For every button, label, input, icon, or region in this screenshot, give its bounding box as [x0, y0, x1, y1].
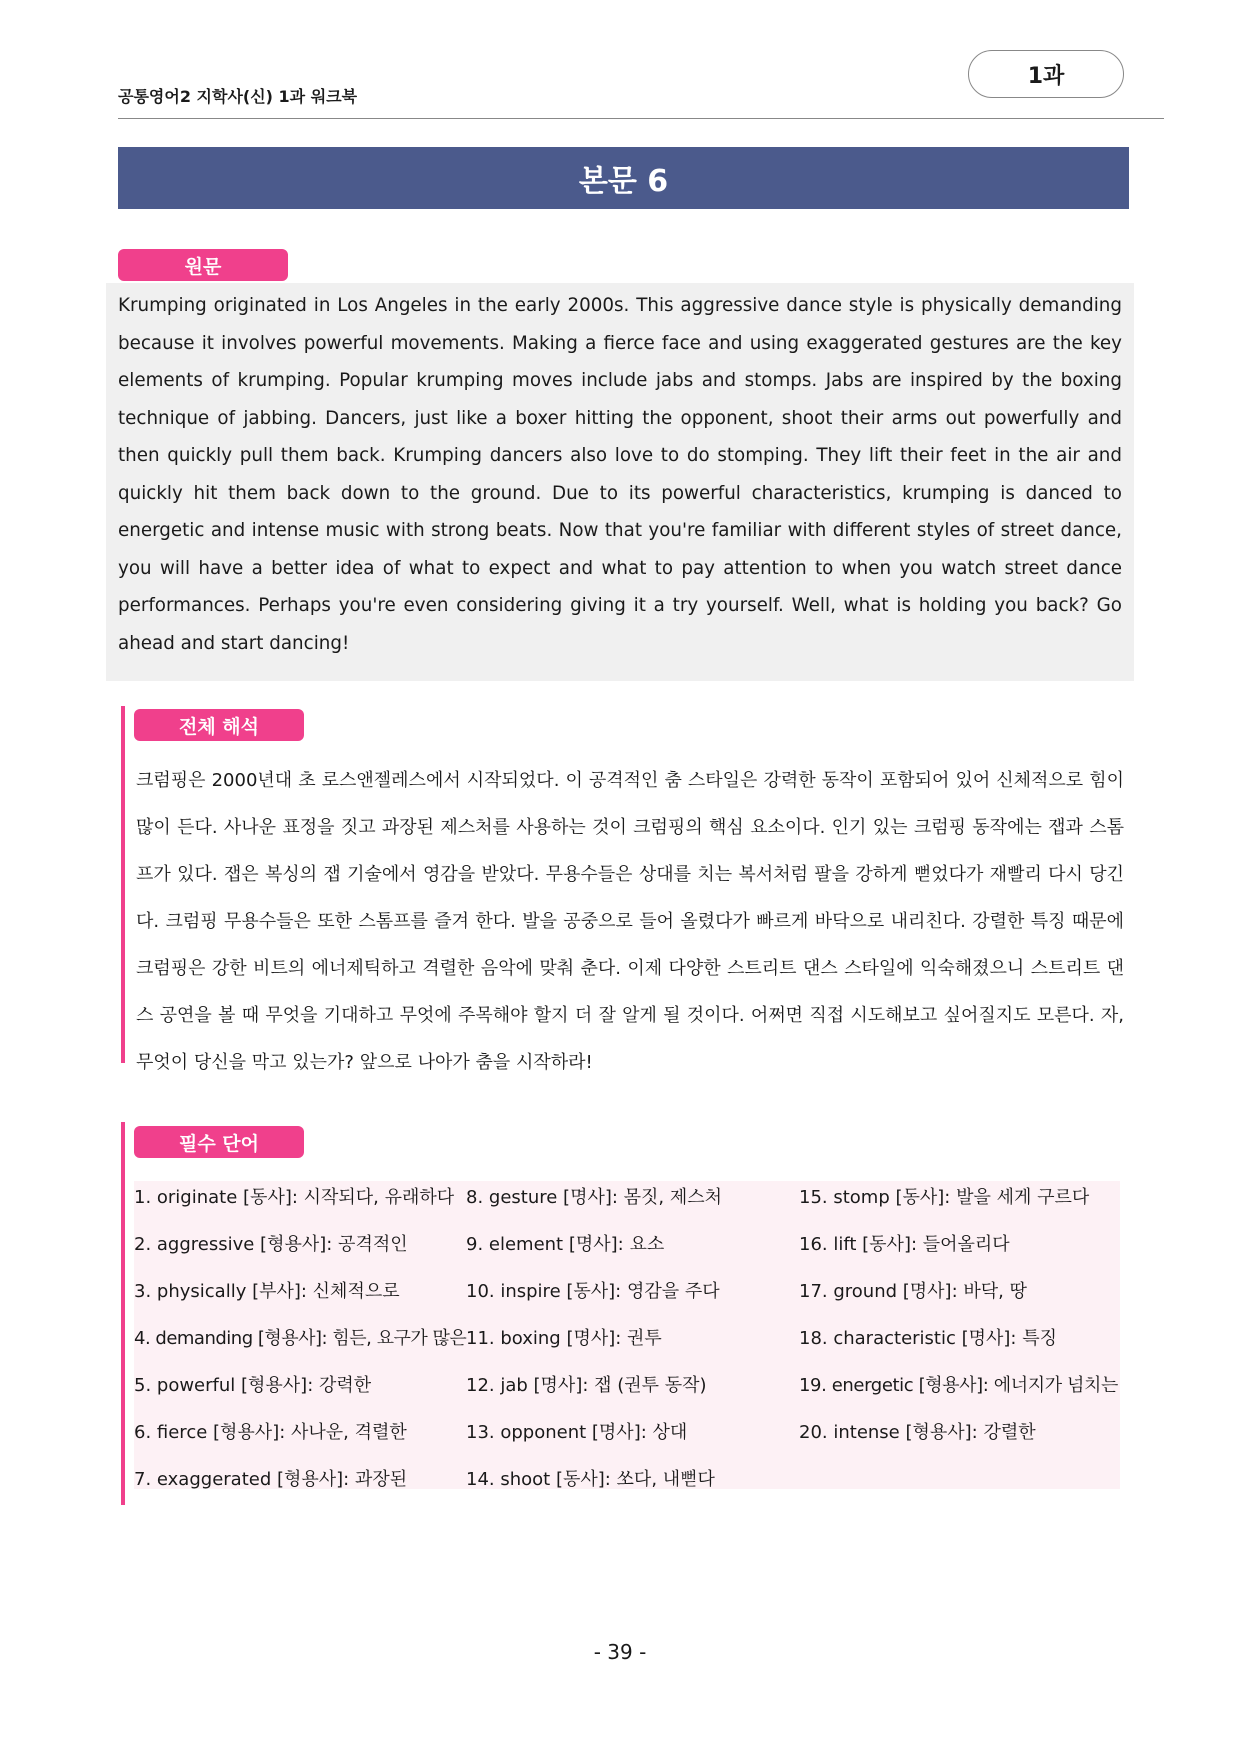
- translation-label: 전체 해석: [134, 709, 304, 741]
- vocabulary-item: 12. jab [명사]: 잽 (권투 동작): [466, 1375, 707, 1396]
- vocabulary-item: 18. characteristic [명사]: 특징: [799, 1328, 1057, 1349]
- vocabulary-label: 필수 단어: [134, 1126, 304, 1158]
- original-text: Krumping originated in Los Angeles in the early 2000s. This aggressive dance style is physically demanding because it involves powerful movements. Making a fierce face and using exaggerated gestures are the key elements of krumping. Popular krumping moves include jabs and stomps. Jabs are inspired by the boxing technique of jabbing. Dancers, just like a boxer hitting the opponent, shoot their arms out powerfully and then quickly pull them back. Krumping dancers also love to do stomping. They lift their feet in the air and quickly hit them back down to the ground. Due to its powerful characteristics, krumping is danced to energetic and intense music with strong beats. Now that you're familiar with different styles of street dance, you will have a better idea of what to expect and what to pay attention to when you watch street dance performances. Perhaps you're even considering giving it a try yourself. Well, what is holding you back? Go ahead and start dancing!: [118, 295, 1122, 654]
- vocabulary-item: 13. opponent [명사]: 상대: [466, 1422, 688, 1443]
- vocabulary-item: 16. lift [동사]: 들어올리다: [799, 1234, 1010, 1255]
- vocabulary-item: 10. inspire [동사]: 영감을 주다: [466, 1281, 720, 1302]
- original-label: 원문: [118, 249, 288, 281]
- vocabulary-item: 8. gesture [명사]: 몸짓, 제스처: [466, 1187, 723, 1208]
- vocabulary-item: 11. boxing [명사]: 권투: [466, 1328, 662, 1349]
- translation-accent-bar: [121, 706, 125, 1063]
- vocabulary-item: 7. exaggerated [형용사]: 과장된: [134, 1469, 408, 1490]
- vocabulary-item: 17. ground [명사]: 바닥, 땅: [799, 1281, 1027, 1302]
- vocabulary-item: 6. fierce [형용사]: 사나운, 격렬한: [134, 1422, 407, 1443]
- vocabulary-item: 4. demanding [형용사]: 힘든, 요구가 많은: [134, 1328, 467, 1349]
- vocabulary-column-3: [799, 1181, 1119, 1463]
- vocabulary-item: 2. aggressive [형용사]: 공격적인: [134, 1234, 408, 1255]
- section-title-banner: 본문 6: [118, 147, 1129, 209]
- vocabulary-item: 9. element [명사]: 요소: [466, 1234, 665, 1255]
- workbook-title: 공통영어2 지학사(신) 1과 워크북: [118, 87, 358, 106]
- vocabulary-item: 1. originate [동사]: 시작되다, 유래하다: [134, 1187, 455, 1208]
- header-divider: [118, 118, 1164, 119]
- translation-text: 크럼핑은 2000년대 초 로스앤젤레스에서 시작되었다. 이 공격적인 춤 스타일은 강력한 동작이 포함되어 있어 신체적으로 힘이 많이 든다. 사나운 표정을 짓고 과장된 제스처를 사용하는 것이 크럼핑의 핵심 요소이다. 인기 있는 크럼핑 동작에는 잽과 스톰프가 있다. 잽은 복싱의 잽 기술에서 영감을 받았다. 무용수들은 상대를 치는 복서처럼 팔을 강하게 뻗었다가 재빨리 다시 당긴다. 크럼핑 무용수들은 또한 스톰프를 즐겨 한다. 발을 공중으로 들어 올렸다가 빠르게 바닥으로 내리친다. 강렬한 특징 때문에 크럼핑은 강한 비트의 에너제틱하고 격렬한 음악에 맞춰 춘다. 이제 다양한 스트리트 댄스 스타일에 익숙해졌으니 스트리트 댄스 공연을 볼 때 무엇을 기대하고 무엇에 주목해야 할지 더 잘 알게 될 것이다. 어쩌면 직접 시도해보고 싶어질지도 모른다. 자, 무엇이 당신을 막고 있는가? 앞으로 나아가 춤을 시작하라!: [136, 770, 1124, 1073]
- lesson-badge: 1과: [968, 50, 1124, 98]
- vocabulary-column-2: [466, 1181, 791, 1510]
- vocabulary-item: 15. stomp [동사]: 발을 세게 구르다: [799, 1187, 1090, 1208]
- vocabulary-item: 3. physically [부사]: 신체적으로: [134, 1281, 400, 1302]
- vocabulary-item: 5. powerful [형용사]: 강력한: [134, 1375, 372, 1396]
- vocabulary-item: 20. intense [형용사]: 강렬한: [799, 1422, 1036, 1443]
- original-text-box: [106, 283, 1134, 681]
- vocabulary-column-1: [134, 1181, 467, 1510]
- page-number: - 39 -: [593, 1640, 647, 1664]
- vocabulary-item: 14. shoot [동사]: 쏘다, 내뻗다: [466, 1469, 715, 1490]
- vocabulary-accent-bar: [121, 1122, 125, 1505]
- vocabulary-item: 19. energetic [형용사]: 에너지가 넘치는: [799, 1375, 1118, 1396]
